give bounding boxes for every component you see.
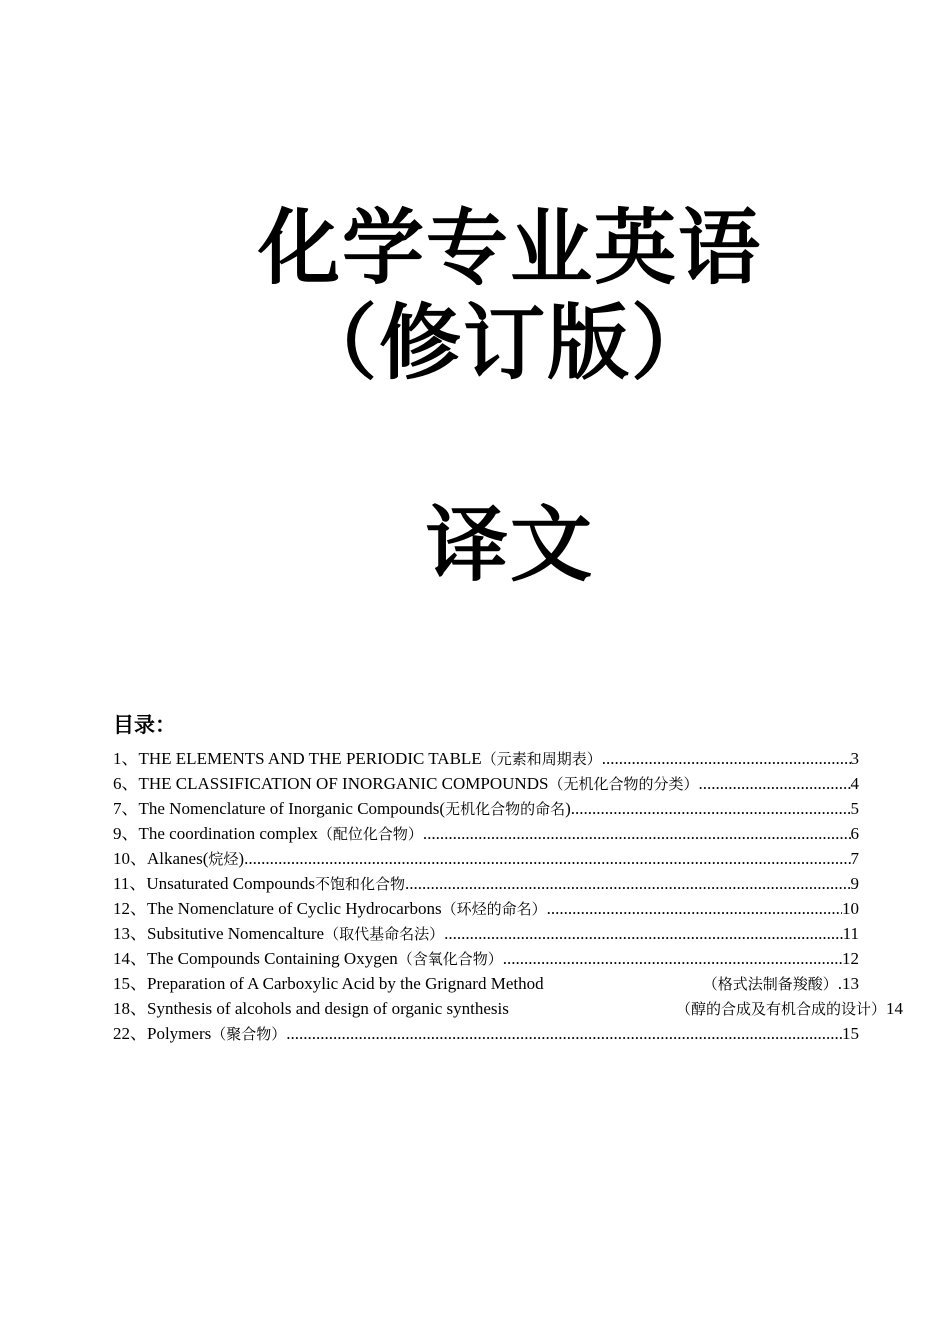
- toc-entry-title-en: Alkanes(: [147, 849, 209, 868]
- toc-entry-title-suffix: ): [238, 849, 245, 868]
- toc-dot-leader: [286, 1021, 842, 1046]
- toc-entry-title-en: THE CLASSIFICATION OF INORGANIC COMPOUNDS: [138, 774, 549, 793]
- toc-entry[interactable]: [113, 996, 903, 1021]
- toc-entry[interactable]: [113, 821, 859, 846]
- toc-entry[interactable]: [113, 771, 859, 796]
- toc-entry-title-cn: （聚合物）: [211, 1025, 287, 1043]
- toc-entry-title-en: The Compounds Containing Oxygen: [147, 949, 398, 968]
- toc-entry-number: 11、: [113, 874, 147, 893]
- toc-entry[interactable]: [113, 846, 859, 871]
- toc-dot-leader: [405, 871, 851, 896]
- toc-page-number: 12: [842, 949, 859, 968]
- toc-entry-number: 13、: [113, 924, 147, 943]
- toc-dot-leader: [547, 896, 842, 921]
- toc-page-number: 9: [850, 874, 859, 893]
- toc-dot-leader: [244, 846, 850, 871]
- toc-page-number: 11: [842, 924, 859, 943]
- toc-entry[interactable]: [113, 796, 859, 821]
- toc-entry-title-en: Unsaturated Compounds: [146, 874, 315, 893]
- toc-entry[interactable]: [113, 946, 859, 971]
- toc-heading: 目录：: [113, 713, 176, 737]
- toc-entry-title-cn: （无机化合物的分类）: [548, 775, 699, 793]
- toc-page-number: 10: [842, 899, 859, 918]
- toc-dot-leader: [423, 821, 851, 846]
- toc-dot-leader: [602, 746, 851, 771]
- toc-entry-title-en: Subsitutive Nomencalture: [147, 924, 325, 943]
- toc-entry-number: 22、: [113, 1024, 147, 1043]
- toc-entry-number: 9、: [113, 824, 139, 843]
- toc-entry[interactable]: [113, 921, 859, 946]
- toc-dot-leader: [571, 796, 851, 821]
- toc-entry-title-cn: （格式法制备羧酸）: [702, 975, 838, 993]
- toc-entry-title-suffix: ): [565, 799, 571, 818]
- toc-entry-number: 6、: [113, 774, 139, 793]
- toc-entry-number: 14、: [113, 949, 147, 968]
- toc-page-number: .13: [837, 974, 859, 993]
- toc-entry[interactable]: [113, 1021, 859, 1046]
- toc-entry-number: 10、: [113, 849, 147, 868]
- toc-entry-title-cn: 烷烃: [208, 850, 239, 868]
- toc-entry-title-cn: 不饱和化合物: [314, 875, 405, 893]
- toc-entry-title-cn: （取代基命名法）: [324, 925, 445, 943]
- toc-entry-title-en: Synthesis of alcohols and design of organic synthesis: [147, 999, 509, 1018]
- toc-entry-title-cn: （含氧化合物）: [397, 950, 503, 968]
- document-subtitle-edition: （修订版）: [294, 296, 715, 391]
- toc-page-number: 6: [850, 824, 859, 843]
- table-of-contents: [113, 746, 903, 1046]
- toc-entry[interactable]: [113, 971, 859, 996]
- toc-entry-title-en: The Nomenclature of Cyclic Hydrocarbons: [147, 899, 442, 918]
- toc-entry-title-cn: （元素和周期表）: [481, 750, 602, 768]
- toc-entry-number: 1、: [113, 749, 139, 768]
- toc-page-number: 15: [842, 1024, 859, 1043]
- toc-page-number: 5: [850, 799, 859, 818]
- toc-entry-title-en: Preparation of A Carboxylic Acid by the Grignard Method: [147, 974, 544, 993]
- toc-entry-title-en: The Nomenclature of Inorganic Compounds(: [138, 799, 446, 818]
- toc-dot-leader: [698, 771, 850, 796]
- toc-page-number: 4: [850, 774, 859, 793]
- document-title: 化学专业英语: [257, 201, 762, 296]
- toc-entry-number: 18、: [113, 999, 147, 1018]
- toc-dot-leader: [444, 921, 843, 946]
- toc-entry-title-cn: 无机化合物的命名: [445, 800, 566, 818]
- toc-entry-number: 7、: [113, 799, 139, 818]
- toc-entry-title-en: The coordination complex: [138, 824, 318, 843]
- toc-dot-leader: [503, 946, 842, 971]
- toc-entry-number: 15、: [113, 974, 147, 993]
- toc-page-number: 14: [886, 999, 903, 1018]
- toc-entry-title-en: THE ELEMENTS AND THE PERIODIC TABLE: [138, 749, 482, 768]
- toc-page-number: 7: [850, 849, 859, 868]
- toc-entry-number: 12、: [113, 899, 147, 918]
- toc-entry-title-cn: （醇的合成及有机合成的设计）: [675, 1000, 886, 1018]
- toc-entry[interactable]: [113, 746, 859, 771]
- toc-entry-title-cn: （环烃的命名）: [441, 900, 547, 918]
- toc-entry[interactable]: [113, 871, 859, 896]
- document-subtitle-translation: 译文: [425, 498, 594, 593]
- toc-page-number: 3: [850, 749, 859, 768]
- toc-entry-title-cn: （配位化合物）: [317, 825, 423, 843]
- toc-entry-title-en: Polymers: [147, 1024, 212, 1043]
- toc-entry[interactable]: [113, 896, 859, 921]
